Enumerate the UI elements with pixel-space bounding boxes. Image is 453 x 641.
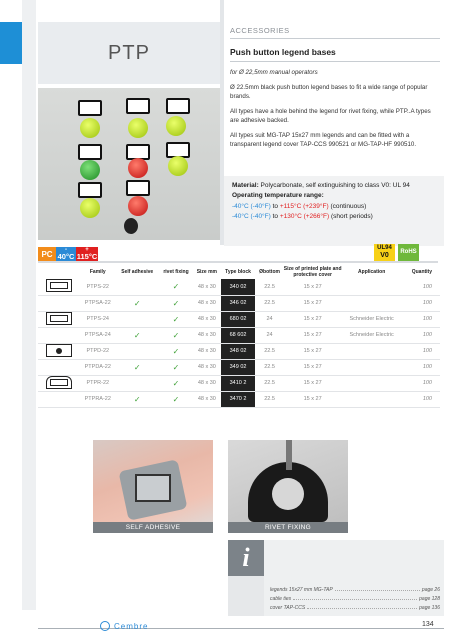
cell-type-block: 68 602 [221,327,256,343]
temperature-heading: Operating temperature range: [232,192,324,200]
cell-size: 48 x 30 [193,391,220,407]
description-para: Ø 22.5mm black push button legend bases to fit a wide range of popular brands. [230,83,428,100]
material-line [232,181,442,191]
table-row [38,375,440,391]
plate-icon-cell [38,343,80,359]
cell-adhesive: ✓ [116,359,159,375]
cell-plate: 15 x 27 [284,391,342,407]
table-row [38,279,440,295]
col-icon [38,265,80,279]
category-label: ACCESSORIES [230,26,290,35]
col-application: Application [358,269,386,275]
cell-application [342,279,402,295]
cell-adhesive: ✓ [116,295,159,311]
temp-high: +130°C (+266°F) [279,213,330,221]
cell-type-block: 340 02 [221,279,256,295]
reference-page: page 26 [421,587,440,593]
cell-type-block: 346 02 [221,295,256,311]
plate-icon-cell [38,311,80,327]
col-adhesive: Self adhesive [121,269,154,275]
temperature-range-2 [232,212,442,222]
material-info [232,181,442,223]
table-row [38,391,440,407]
cell-quantity: 100 [402,375,440,391]
cell-rivet: ✓ [159,359,193,375]
cell-adhesive [116,343,159,359]
cell-adhesive: ✓ [116,391,159,407]
description [230,69,440,156]
cell-application [342,295,402,311]
table-row [38,311,440,327]
cell-application [342,375,402,391]
cell-quantity: 100 [402,343,440,359]
cell-bottom: 22.5 [255,375,283,391]
info-side [228,576,264,616]
green-button [80,160,100,180]
plate-icon [46,279,72,292]
cell-rivet: ✓ [159,375,193,391]
series-title: PTP [108,41,150,64]
cell-size: 48 x 30 [193,327,220,343]
footer-rule [38,628,444,629]
cell-family: PTPD-22 [80,343,116,359]
cell-application: Schneider Electric [342,311,402,327]
yellow-button [168,156,188,176]
hole-graphic [272,478,304,510]
legend-plate [78,144,102,160]
badge-sign: - [65,246,67,253]
cell-family: PTPS-22 [80,279,116,295]
plate-icon-cell [38,391,80,407]
plate-icon [46,344,72,357]
table-row [38,359,440,375]
cell-rivet: ✓ [159,279,193,295]
cell-bottom: 22.5 [255,391,283,407]
cell-application [342,359,402,375]
page-number: 134 [422,621,434,628]
photo-caption: RIVET FIXING [228,522,348,533]
plate-icon-cell [38,375,80,391]
adhesive-backing-graphic [135,474,171,502]
reference-line [270,587,440,593]
product-table [38,265,440,408]
badge-value: 115°C [76,251,98,261]
col-quantity: Quantity [411,269,432,275]
cell-rivet: ✓ [159,391,193,407]
reference-text: cover TAP-CCS [270,605,306,611]
section-tab [0,22,22,64]
photo-caption: SELF ADHESIVE [93,522,213,533]
ul-bottom: V0 [380,252,389,259]
material-value: Polycarbonate, self extinguishing to class V0: UL 94 [260,182,410,189]
temp-low: -40°C (-40°F) [232,202,271,210]
cell-size: 48 x 30 [193,295,220,311]
red-button [128,158,148,178]
cell-plate: 15 x 27 [284,311,342,327]
rivet-fixing-photo [228,440,348,532]
cell-plate: 15 x 27 [284,359,342,375]
cell-bottom: 22.5 [255,279,283,295]
cell-plate: 15 x 27 [284,327,342,343]
table-row [38,327,440,343]
material-badge: PC [38,247,56,261]
selector-switch [124,218,138,234]
plate-icon-cell [38,359,80,375]
cell-quantity: 100 [402,279,440,295]
leader-dots [307,605,417,609]
col-plate: Size of printed plate and protective cover [283,266,342,278]
max-temp-badge [76,247,98,261]
cell-plate: 15 x 27 [284,279,342,295]
left-margin-band [22,0,36,610]
legend-plate [166,98,190,114]
temp-low: -40°C (-40°F) [232,213,271,221]
cell-bottom: 22.5 [255,343,283,359]
cell-family: PTPSA-24 [80,327,116,343]
ul94-badge [374,244,395,261]
plate-icon-cell [38,327,80,343]
cell-adhesive [116,311,159,327]
description-para: All types have a hole behind the legend for rivet fixing, while PTP..A types are adhesive backed. [230,107,431,124]
cell-type-block: 3410 2 [221,375,256,391]
col-bottom: Øbottom [259,269,280,275]
badge-value: 40°C [57,251,75,261]
table-row [38,343,440,359]
self-adhesive-photo [93,440,213,532]
plate-icon [46,376,72,389]
cell-family: PTPSA-22 [80,295,116,311]
rohs-badge [398,244,419,261]
reference-line [270,596,440,602]
yellow-button [166,116,186,136]
temp-note: (short periods) [330,213,373,221]
table-header-row [38,265,440,279]
reference-page: page 128 [419,596,440,602]
cell-size: 48 x 30 [193,343,220,359]
cell-size: 48 x 30 [193,311,220,327]
temperature-range-1 [232,202,442,212]
cell-quantity: 100 [402,359,440,375]
col-type-block: Type block [225,269,251,275]
yellow-button [80,118,100,138]
ul-top: UL94 [377,245,392,251]
cell-quantity: 100 [402,327,440,343]
product-title: Push button legend bases [230,47,336,57]
cell-rivet: ✓ [159,327,193,343]
legend-plate [126,180,150,196]
rule [230,61,440,62]
rule [230,38,440,39]
cell-quantity: 100 [402,391,440,407]
reference-page: page 136 [419,605,440,611]
leader-dots [293,596,417,600]
cell-family: PTPS-24 [80,311,116,327]
cell-application [342,391,402,407]
reference-line [270,605,440,611]
cell-plate: 15 x 27 [284,375,342,391]
cell-family: PTPRA-22 [80,391,116,407]
cell-adhesive: ✓ [116,327,159,343]
brand-name: Cembre [114,621,149,631]
rivet-tool-graphic [286,440,292,470]
cell-quantity: 100 [402,311,440,327]
description-para: All types suit MG-TAP 15x27 mm legends and can be fitted with a transparent legend cover TAP-CCS 990521 or MG-TAP-HF 990510. [230,131,417,148]
panel-photo [38,88,220,240]
legend-plate [78,182,102,198]
description-subtitle: for Ø 22,5mm manual operators [230,69,318,76]
cell-type-block: 348 02 [221,343,256,359]
temp-to: to [272,202,279,210]
cell-bottom: 24 [255,311,283,327]
cell-adhesive [116,375,159,391]
yellow-button [80,198,100,218]
cell-quantity: 100 [402,295,440,311]
cell-type-block: 3470 2 [221,391,256,407]
legend-plate [78,100,102,116]
cell-type-block: 349 02 [221,359,256,375]
material-label: Material: [232,182,259,189]
rohs-label: RoHS [400,249,417,255]
cell-bottom: 22.5 [255,295,283,311]
cell-plate: 15 x 27 [284,343,342,359]
info-icon: i [228,540,264,576]
cell-plate: 15 x 27 [284,295,342,311]
cembre-logo [100,621,148,631]
legend-plate [126,98,150,114]
yellow-button [128,118,148,138]
col-size: Size mm [196,269,217,275]
cell-rivet: ✓ [159,311,193,327]
series-title-box [38,22,220,84]
temp-high: +115°C (+239°F) [279,202,329,210]
table-row [38,295,440,311]
plate-icon-cell [38,279,80,295]
cell-bottom: 22.5 [255,359,283,375]
min-temp-badge [56,247,76,261]
cell-application: Schneider Electric [342,327,402,343]
temperature-label [232,191,442,201]
reference-text: cable ties [270,596,292,602]
red-button [128,196,148,216]
reference-text: legends 15x27 mm MG-TAP [270,587,333,593]
cell-size: 48 x 30 [193,359,220,375]
col-rivet: rivet fixing [163,269,189,275]
logo-icon [100,621,110,631]
cell-family: PTPR-22 [80,375,116,391]
badge-rule [38,261,438,263]
cell-bottom: 24 [255,327,283,343]
temp-to: to [272,213,279,221]
cell-application [342,343,402,359]
plate-icon-cell [38,295,80,311]
cell-size: 48 x 30 [193,279,220,295]
leader-dots [335,587,420,591]
plate-icon [46,312,72,325]
cell-rivet: ✓ [159,343,193,359]
cell-adhesive [116,279,159,295]
col-family: Family [89,269,106,275]
cell-type-block: 680 02 [221,311,256,327]
cell-family: PTPDA-22 [80,359,116,375]
temp-note: (continuous) [330,202,367,210]
cell-size: 48 x 30 [193,375,220,391]
cell-rivet: ✓ [159,295,193,311]
badge-sign: + [85,246,89,253]
